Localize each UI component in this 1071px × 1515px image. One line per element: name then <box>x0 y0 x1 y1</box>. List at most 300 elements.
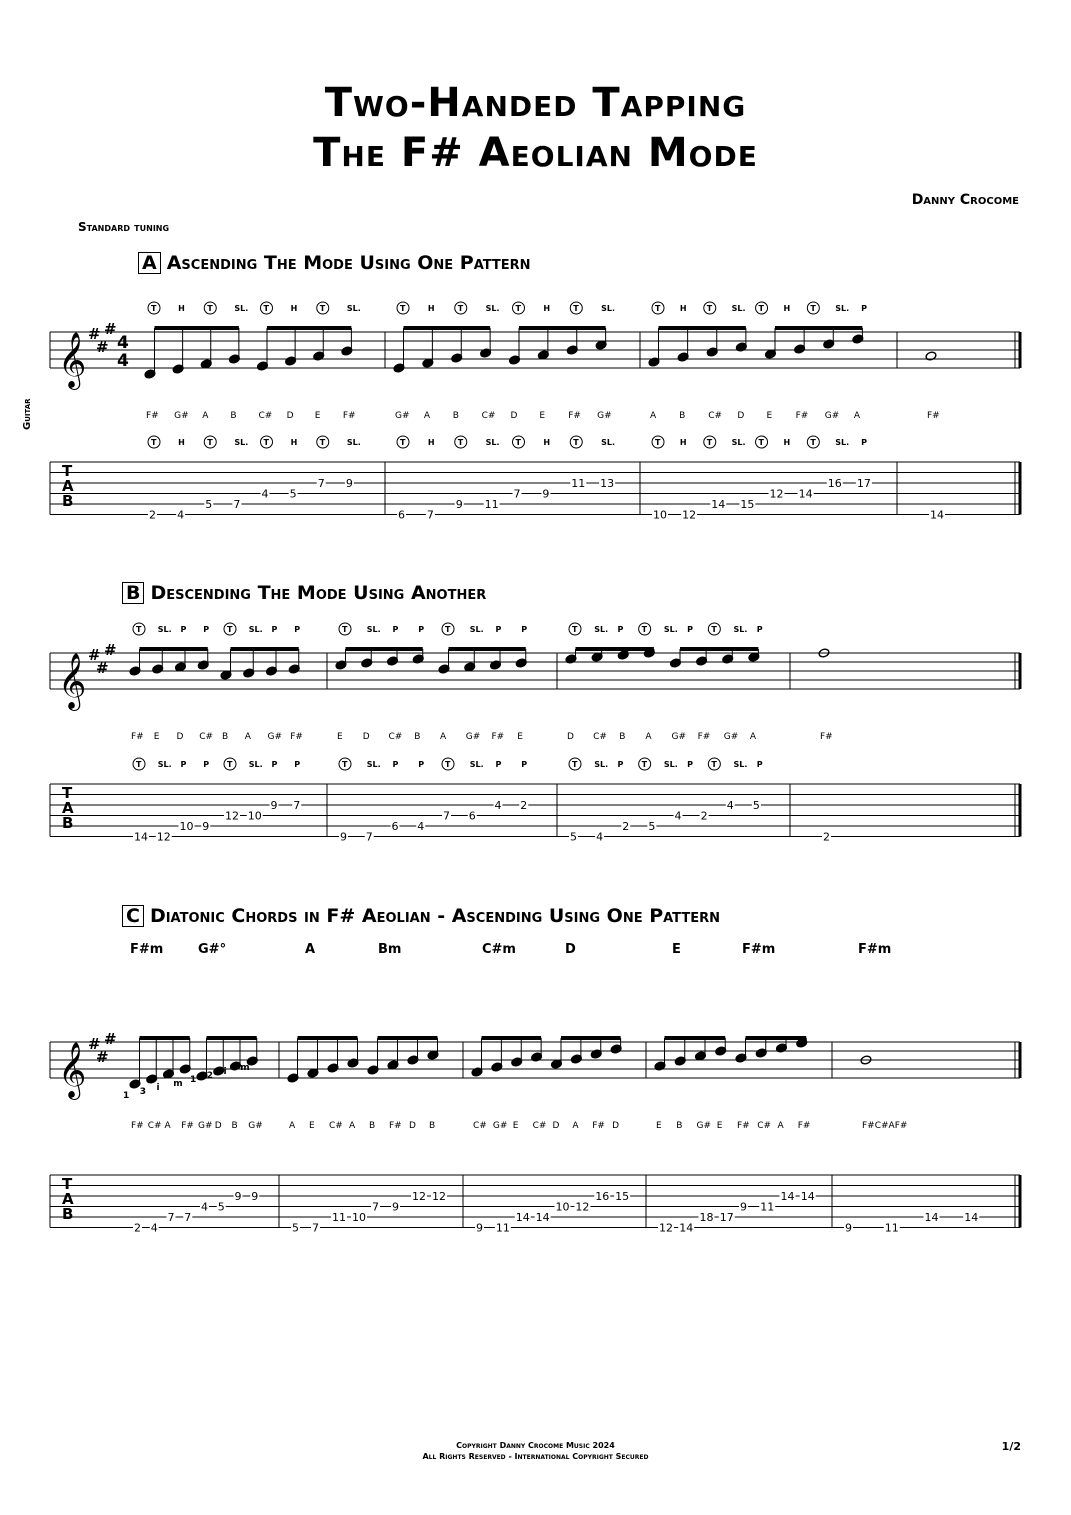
tap-label: T <box>573 304 579 313</box>
technique-label: SL. <box>731 304 746 313</box>
tap-label: T <box>445 625 451 634</box>
chord-symbol: D <box>565 942 576 957</box>
tab-clef-letter: B <box>62 814 74 832</box>
technique-label: P <box>521 625 528 634</box>
tab-number: 5 <box>292 1221 299 1235</box>
section-c-label: C <box>122 905 144 927</box>
footer <box>0 1440 1071 1462</box>
tab-technique-label: SL. <box>469 760 484 769</box>
tab-number: 12 <box>659 1221 673 1235</box>
tab-number: 2 <box>700 809 708 823</box>
tab-number: 2 <box>134 1221 141 1235</box>
section-a-text: Ascending The Mode Using One Pattern <box>166 252 531 274</box>
chord-symbol: Bm <box>378 942 402 957</box>
tab-number: 5 <box>217 1200 225 1214</box>
note-name: B <box>679 411 686 421</box>
tab-number: 12 <box>769 487 784 501</box>
technique-label: P <box>687 625 693 634</box>
tab-number: 4 <box>417 820 425 833</box>
tab-number: 9 <box>740 1200 747 1214</box>
note-name: A <box>777 1121 784 1131</box>
tab-number: 13 <box>600 477 615 490</box>
tab-technique-label: H <box>543 438 551 447</box>
tab-number: 11 <box>884 1221 899 1235</box>
note-name: D <box>409 1121 416 1131</box>
tab-number: 15 <box>740 498 755 511</box>
note-name: E <box>517 732 523 742</box>
fingering-label: i <box>223 1067 227 1077</box>
tab-number: 7 <box>426 508 434 522</box>
tap-label: T <box>457 304 464 313</box>
tab-number: 17 <box>856 477 871 490</box>
technique-label: P <box>271 625 278 634</box>
tab-tap-label: T <box>151 438 157 447</box>
tap-label: T <box>711 625 717 634</box>
tab-tap-label: T <box>457 438 464 447</box>
tab-tap-label: T <box>810 438 816 447</box>
key-sharp: # <box>104 1030 117 1048</box>
note-name: G# <box>465 732 481 742</box>
tab-tap-label: T <box>342 760 348 769</box>
note-name: F# <box>146 411 159 421</box>
key-sharp: # <box>88 646 101 664</box>
tab-technique-label: SL. <box>733 760 748 769</box>
note-name: D <box>737 411 745 421</box>
section-c-text: Diatonic Chords in F# Aeolian - Ascending Using One Pattern <box>149 905 720 927</box>
tab-number: 9 <box>845 1221 852 1235</box>
tab-number: 18 <box>699 1211 714 1224</box>
tab-number: 9 <box>476 1221 483 1235</box>
tab-technique-label: P <box>271 760 278 769</box>
tab-technique-label: SL. <box>731 438 746 447</box>
tab-number: 11 <box>495 1221 510 1235</box>
tab-clef-letter: T <box>62 784 73 802</box>
technique-label: SL. <box>663 625 678 634</box>
tab-clef-letter: A <box>62 1190 74 1208</box>
tab-tap-label: T <box>400 438 406 447</box>
note-name: G# <box>395 411 410 421</box>
time-sig-bottom: 4 <box>117 351 129 371</box>
tap-label: T <box>655 304 661 313</box>
note-name: E <box>656 1121 662 1131</box>
fingering-label: m <box>173 1079 183 1089</box>
note-name: A <box>440 732 447 742</box>
tab-clef-letter: B <box>62 1205 74 1223</box>
tab-technique-label: P <box>617 760 624 769</box>
tab-tap-label: T <box>573 438 579 447</box>
tab-number: 4 <box>261 487 269 501</box>
tab-number: 12 <box>412 1190 426 1203</box>
note-name: A <box>289 1121 296 1131</box>
tab-number: 14 <box>780 1190 795 1203</box>
technique-label: P <box>756 625 763 634</box>
fingering-label: i <box>156 1083 160 1093</box>
tap-label: T <box>810 304 816 313</box>
tab-number: 16 <box>827 477 842 490</box>
title-line-2: The F# Aeolian Mode <box>313 130 758 176</box>
note-name: C# <box>147 1121 162 1131</box>
note-name: D <box>510 411 518 421</box>
tab-number: 9 <box>455 498 463 511</box>
tab-number: 16 <box>595 1190 610 1203</box>
technique-label: H <box>427 304 435 313</box>
note-name: D <box>176 732 184 742</box>
note-name: F# <box>820 732 833 742</box>
tab-number: 7 <box>372 1200 379 1214</box>
tab-number: 14 <box>798 487 813 501</box>
note-name: B <box>619 732 626 742</box>
key-sharp: # <box>96 338 109 356</box>
tab-technique-label: SL. <box>366 760 381 769</box>
note-name: E <box>539 411 546 421</box>
note-name: E <box>314 411 321 421</box>
note-name: A <box>853 411 861 421</box>
technique-label: P <box>180 625 187 634</box>
tab-number: 7 <box>184 1211 192 1224</box>
technique-label: SL. <box>594 625 609 634</box>
note-name: B <box>452 411 459 421</box>
note-name: A <box>650 411 657 421</box>
note-name: F# <box>568 411 581 421</box>
tab-number: 14 <box>711 498 726 511</box>
note-name: B <box>676 1121 683 1131</box>
fingering-label: 1 <box>190 1075 197 1085</box>
chord-symbol: E <box>672 942 681 957</box>
tab-number: 2 <box>823 830 830 844</box>
rights-line: All Rights Reserved - International Copyright Secured <box>422 1452 649 1461</box>
tab-number: 6 <box>468 809 476 823</box>
note-name: D <box>612 1121 620 1131</box>
technique-label: P <box>203 625 210 634</box>
tab-number: 10 <box>247 809 262 823</box>
tab-number: 9 <box>542 487 550 501</box>
tab-clef-letter: A <box>62 799 74 817</box>
fingering-label: 2 <box>206 1071 214 1081</box>
title-line-1: Two-Handed Tapping <box>324 80 747 126</box>
tab-number: 2 <box>149 508 156 522</box>
tab-number: 5 <box>570 830 577 844</box>
tab-technique-label: SL. <box>157 760 172 769</box>
tab-tap-label: T <box>711 760 717 769</box>
tab-number: 11 <box>332 1211 346 1224</box>
note-name: G# <box>198 1121 213 1131</box>
note-name: B <box>222 732 229 742</box>
tab-number: 5 <box>205 498 213 511</box>
note-name: B <box>369 1121 376 1131</box>
note-name: F# <box>697 732 711 742</box>
note-name: C# <box>593 732 607 742</box>
note-name: F# <box>737 1121 750 1131</box>
note-name: C# <box>388 732 403 742</box>
tap-label: T <box>400 304 406 313</box>
note-name: E <box>766 411 773 421</box>
note-name: A <box>164 1121 171 1131</box>
tab-technique-label: SL. <box>248 760 263 769</box>
tab-clef-letter: T <box>62 1175 73 1193</box>
tab-tap-label: T <box>445 760 451 769</box>
tab-number: 11 <box>571 477 586 490</box>
tab-number: 11 <box>760 1200 775 1214</box>
tab-number: 10 <box>179 820 194 833</box>
tap-label: T <box>706 304 713 313</box>
note-name: F# <box>491 732 505 742</box>
tab-number: 12 <box>432 1190 446 1203</box>
tab-clef-letter: T <box>62 462 73 480</box>
key-sharp: # <box>88 1035 101 1053</box>
note-name: C# <box>329 1121 343 1131</box>
note-name: B <box>414 732 421 742</box>
tab-number: 7 <box>365 830 373 844</box>
notehead <box>925 351 937 361</box>
technique-label: SL. <box>469 625 484 634</box>
tab-number: 11 <box>484 498 499 511</box>
note-name: G# <box>267 732 283 742</box>
tab-technique-label: H <box>783 438 791 447</box>
treble-clef: 𝄞 <box>58 332 87 388</box>
note-name: G# <box>492 1121 508 1131</box>
tab-clef-letter: A <box>62 477 74 495</box>
key-sharp: # <box>96 1048 109 1066</box>
tab-tap-label: T <box>641 760 648 769</box>
chord-symbol: A <box>305 942 316 957</box>
note-name: C# <box>473 1121 487 1131</box>
note-name: A <box>349 1121 356 1131</box>
tab-technique-label: H <box>290 438 298 447</box>
chord-symbol: F#m <box>858 942 892 957</box>
technique-label: SL. <box>157 625 172 634</box>
tab-number: 4 <box>201 1200 208 1214</box>
tab-number: 4 <box>596 830 604 844</box>
tap-label: T <box>263 304 269 313</box>
note-name: G# <box>597 411 612 421</box>
tab-technique-label: SL. <box>234 438 249 447</box>
tab-number: 4 <box>177 508 185 522</box>
chord-symbol: G#° <box>198 942 227 957</box>
tab-number: 7 <box>167 1211 175 1224</box>
fingering-label: 3 <box>139 1087 147 1097</box>
tap-label: T <box>572 625 578 634</box>
note-name: F# <box>131 1121 144 1131</box>
note-name: F# <box>342 411 356 421</box>
tab-number: 6 <box>398 508 405 522</box>
treble-clef: 𝄞 <box>58 1042 87 1098</box>
technique-label: SL. <box>346 304 361 313</box>
technique-label: P <box>392 625 399 634</box>
note-name: D <box>567 732 574 742</box>
tab-technique-label: SL. <box>835 438 850 447</box>
fingering-label: m <box>240 1063 250 1073</box>
tap-label: T <box>227 625 233 634</box>
tab-clef-letter: B <box>62 492 74 510</box>
tab-number: 7 <box>513 487 521 501</box>
technique-label: SL. <box>485 304 500 313</box>
tab-technique-label: P <box>392 760 399 769</box>
note-name: B <box>429 1121 436 1131</box>
tab-technique-label: P <box>495 760 502 769</box>
note-name: E <box>512 1121 519 1131</box>
tab-tap-label: T <box>227 760 233 769</box>
technique-label: H <box>290 304 298 313</box>
note-name: B <box>231 1121 238 1131</box>
tab-number: 14 <box>679 1221 694 1235</box>
tab-number: 12 <box>156 830 171 844</box>
note-name: F# <box>290 732 303 742</box>
tab-technique-label: P <box>180 760 187 769</box>
tap-label: T <box>758 304 765 313</box>
time-sig-top: 4 <box>117 333 129 353</box>
tab-number: 12 <box>575 1200 590 1214</box>
tab-number: 12 <box>225 809 239 823</box>
technique-label: H <box>543 304 551 313</box>
tab-number: 5 <box>752 799 760 812</box>
tap-label: T <box>207 304 213 313</box>
section-a-label: A <box>138 252 161 274</box>
note-name: D <box>286 411 294 421</box>
instrument-label: Guitar <box>22 398 33 430</box>
tap-label: T <box>342 625 348 634</box>
tab-tap-label: T <box>706 438 713 447</box>
technique-label: H <box>178 304 185 313</box>
tab-technique-label: P <box>294 760 301 769</box>
note-name: E <box>153 732 160 742</box>
tab-number: 14 <box>515 1211 530 1224</box>
technique-label: H <box>783 304 791 313</box>
note-name: G# <box>174 411 189 421</box>
technique-label: SL. <box>366 625 381 634</box>
note-name: E <box>716 1121 723 1131</box>
section-b-text: Descending The Mode Using Another <box>150 582 487 604</box>
note-name: A <box>749 732 757 742</box>
key-sharp: # <box>104 320 117 338</box>
tab-tap-label: T <box>655 438 661 447</box>
tap-label: T <box>515 304 521 313</box>
tab-tap-label: T <box>515 438 521 447</box>
tab-number: 6 <box>391 820 399 833</box>
note-name: G# <box>824 411 840 421</box>
tab-number: 4 <box>726 799 734 812</box>
tab-number: 4 <box>150 1221 158 1235</box>
key-sharp: # <box>104 641 117 659</box>
tab-technique-label: P <box>756 760 763 769</box>
tab-technique-label: P <box>521 760 528 769</box>
tab-number: 10 <box>352 1211 366 1224</box>
tab-tap-label: T <box>572 760 578 769</box>
note-name: A <box>572 1121 579 1131</box>
key-sharp: # <box>88 325 101 343</box>
tab-technique-label: P <box>687 760 693 769</box>
chord-symbol: F#m <box>742 942 776 957</box>
tap-label: T <box>319 304 326 313</box>
tab-tap-label: T <box>207 438 213 447</box>
note-name: D <box>214 1121 222 1131</box>
tab-number: 2 <box>520 799 528 812</box>
technique-label: P <box>495 625 502 634</box>
tap-label: T <box>151 304 157 313</box>
note-name: D <box>362 732 370 742</box>
tab-number: 7 <box>293 799 301 812</box>
treble-clef: 𝄞 <box>58 653 87 709</box>
tab-number: 9 <box>345 477 353 490</box>
page-number: 1/2 <box>1001 1440 1021 1453</box>
tab-number: 14 <box>964 1211 979 1224</box>
tap-label: T <box>136 625 142 634</box>
tab-technique-label: SL. <box>485 438 500 447</box>
tab-technique-label: SL. <box>346 438 361 447</box>
copyright-line: Copyright Danny Crocome Music 2024 <box>456 1441 615 1450</box>
tab-technique-label: SL. <box>594 760 609 769</box>
note-name: A <box>244 732 251 742</box>
note-name: F# <box>131 732 144 742</box>
technique-label: H <box>679 304 687 313</box>
tab-technique-label: SL. <box>601 438 616 447</box>
tab-tap-label: T <box>758 438 765 447</box>
note-name: C# <box>199 732 214 742</box>
tab-number: 9 <box>392 1200 399 1214</box>
tab-technique-label: P <box>861 438 867 447</box>
tab-number: 2 <box>622 820 630 833</box>
tuning-label: Standard tuning <box>78 220 170 234</box>
note-name: C# <box>708 411 723 421</box>
technique-label: SL. <box>234 304 249 313</box>
note-name: F# <box>797 1121 811 1131</box>
tab-number: 4 <box>494 799 502 812</box>
key-sharp: # <box>96 659 109 677</box>
tab-number: 9 <box>202 820 210 833</box>
chord-symbol: C#m <box>482 942 516 957</box>
note-name: A <box>202 411 209 421</box>
tab-number: 14 <box>535 1211 550 1224</box>
tab-technique-label: H <box>679 438 687 447</box>
tab-technique-label: SL. <box>663 760 678 769</box>
tab-technique-label: P <box>203 760 210 769</box>
tab-number: 7 <box>233 498 241 511</box>
tab-number: 14 <box>134 830 148 844</box>
tab-number: 14 <box>930 508 944 522</box>
tab-number: 14 <box>924 1211 939 1224</box>
tab-number: 15 <box>615 1190 630 1203</box>
note-name: F# <box>592 1121 605 1131</box>
section-b-label: B <box>122 582 144 604</box>
note-name: A <box>645 732 652 742</box>
note-name: G# <box>248 1121 263 1131</box>
technique-label: SL. <box>248 625 263 634</box>
tab-technique-label: P <box>418 760 425 769</box>
note-name: E <box>337 732 343 742</box>
note-name: A <box>423 411 431 421</box>
technique-label: P <box>861 304 867 313</box>
tap-label: T <box>641 625 648 634</box>
tab-number: 7 <box>443 809 450 823</box>
tab-number: 9 <box>270 799 278 812</box>
note-name: D <box>552 1121 560 1131</box>
note-name: E <box>309 1121 315 1131</box>
technique-label: SL. <box>835 304 850 313</box>
note-name: F# <box>927 411 940 421</box>
tab-technique-label: H <box>427 438 435 447</box>
tab-tap-label: T <box>136 760 142 769</box>
tab-number: 9 <box>340 830 347 844</box>
note-name: G# <box>671 732 687 742</box>
tab-number: 5 <box>289 487 297 501</box>
tab-tap-label: T <box>263 438 269 447</box>
note-name: F# <box>389 1121 402 1131</box>
tab-number: 9 <box>251 1190 259 1203</box>
tab-number: 10 <box>555 1200 570 1214</box>
tab-number: 12 <box>682 508 697 522</box>
tab-number: 7 <box>317 477 325 490</box>
note-name: C# <box>757 1121 772 1131</box>
note-name: C# <box>532 1121 547 1131</box>
